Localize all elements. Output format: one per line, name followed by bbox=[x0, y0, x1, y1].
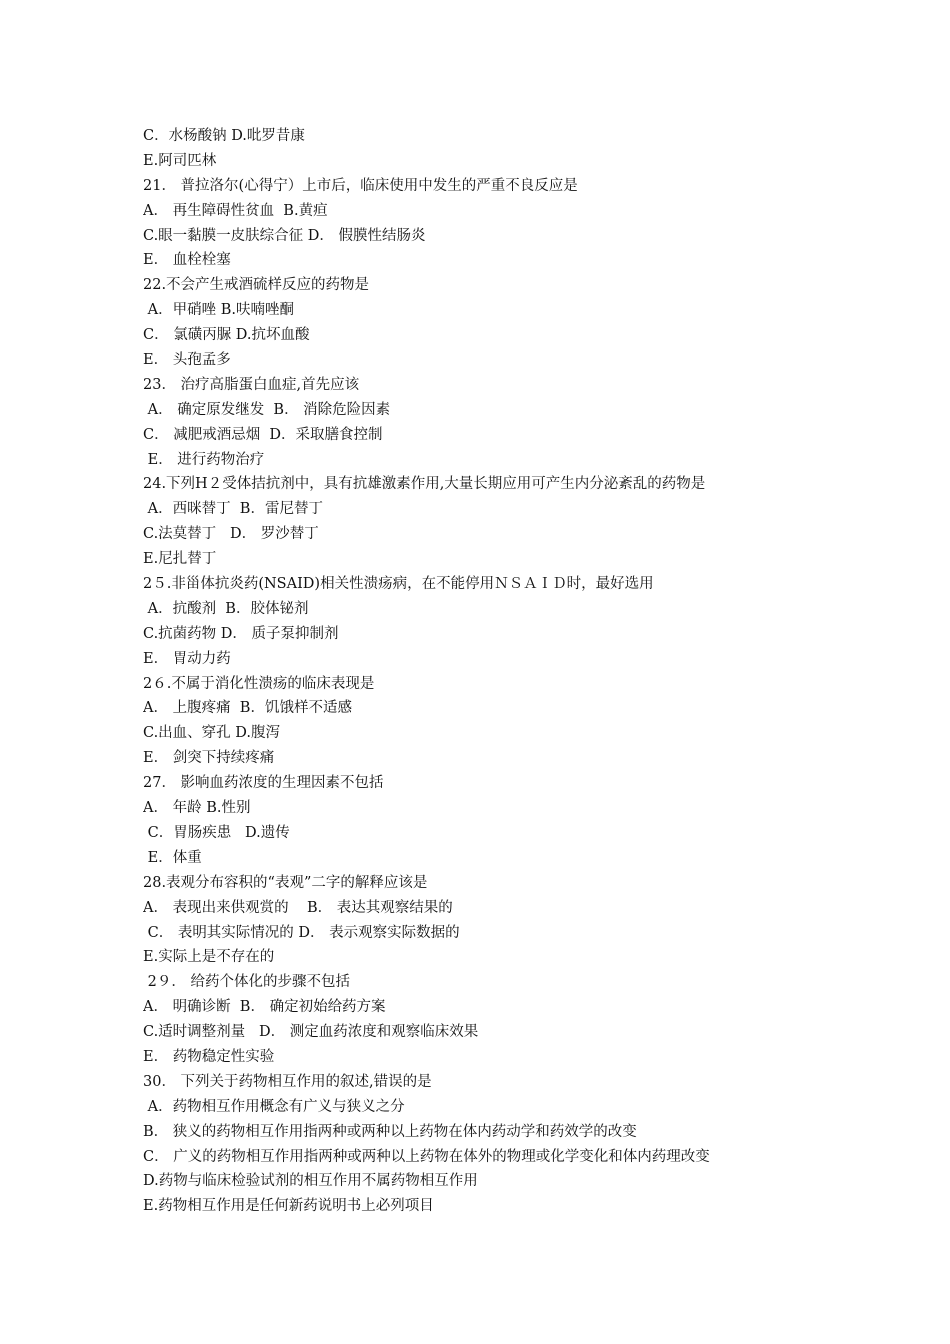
text-line: E．体重 bbox=[143, 849, 202, 866]
text-line: A． 年龄 B.性别 bbox=[143, 800, 251, 817]
text-line: E． 胃动力药 bbox=[143, 650, 231, 667]
text-line: A．西咪替丁 B．雷尼替丁 bbox=[143, 501, 323, 518]
text-line: E.实际上是不存在的 bbox=[143, 949, 275, 966]
text-line: A．甲硝唑 B.呋喃唑酮 bbox=[143, 302, 294, 319]
text-line: 2９． 给药个体化的步骤不包括 bbox=[143, 974, 350, 991]
text-line: C.法莫替丁 D． 罗沙替丁 bbox=[143, 526, 319, 543]
text-line: A． 表现出来供观赏的 B． 表达其观察结果的 bbox=[143, 899, 453, 916]
text-line: C． 广义的药物相互作用指两种或两种以上药物在体外的物理或化学变化和体内药理改变 bbox=[143, 1148, 710, 1165]
text-line: C． 减肥戒酒忌烟 D．采取膳食控制 bbox=[143, 426, 383, 443]
text-line: D.药物与临床检验试剂的相互作用不属药物相互作用 bbox=[143, 1173, 478, 1190]
text-line: A．抗酸剂 B．胶体铋剂 bbox=[143, 600, 309, 617]
text-line: E． 药物稳定性实验 bbox=[143, 1048, 275, 1065]
text-line: A．药物相互作用概念有广义与狭义之分 bbox=[143, 1098, 405, 1115]
text-line: 30． 下列关于药物相互作用的叙述,错误的是 bbox=[143, 1073, 432, 1090]
text-line: 2５.非甾体抗炎药(NSAID)相关性溃疡病，在不能停用ＮＳＡＩＤ时，最好选用 bbox=[143, 576, 654, 593]
text-line: 24.下列H２受体拮抗剂中，具有抗雄激素作用,大量长期应用可产生内分泌紊乱的药物是 bbox=[143, 476, 706, 493]
text-line: 2６.不属于消化性溃疡的临床表现是 bbox=[143, 675, 375, 692]
text-line: 22.不会产生戒酒硫样反应的药物是 bbox=[143, 277, 370, 294]
text-line: E.药物相互作用是任何新药说明书上必列项目 bbox=[143, 1198, 434, 1215]
text-line: A． 明确诊断 B． 确定初始给药方案 bbox=[143, 999, 386, 1016]
text-line: C.出血、穿孔 D.腹泻 bbox=[143, 725, 281, 742]
text-line: C.抗菌药物 D． 质子泵抑制剂 bbox=[143, 625, 339, 642]
text-line: E． 血栓栓塞 bbox=[143, 252, 231, 269]
text-line: C.眼一黏膜一皮肤综合征 D． 假膜性结肠炎 bbox=[143, 227, 426, 244]
question-text-block bbox=[143, 124, 843, 1219]
text-line: A． 确定原发继发 B． 消除危险因素 bbox=[143, 401, 391, 418]
text-line: 28.表观分布容积的“表观”二字的解释应该是 bbox=[143, 874, 428, 891]
text-line: 21． 普拉洛尔(心得宁）上市后，临床使用中发生的严重不良反应是 bbox=[143, 177, 578, 194]
text-line: E． 剑突下持续疼痛 bbox=[143, 750, 275, 767]
text-line: E． 进行药物治疗 bbox=[143, 451, 265, 468]
text-line: 23． 治疗高脂蛋白血症,首先应该 bbox=[143, 376, 360, 393]
text-line: C． 表明其实际情况的 D． 表示观察实际数据的 bbox=[143, 924, 460, 941]
text-line: C．胃肠疾患 D.遗传 bbox=[143, 824, 290, 841]
text-line: C． 氯磺丙脲 D.抗坏血酸 bbox=[143, 327, 310, 344]
text-line: A． 上腹疼痛 B．饥饿样不适感 bbox=[143, 700, 352, 717]
text-line: E.尼扎替丁 bbox=[143, 551, 217, 568]
text-line: E.阿司匹林 bbox=[143, 152, 217, 169]
text-line: E． 头孢孟多 bbox=[143, 352, 231, 369]
text-line: C．水杨酸钠 D.吡罗昔康 bbox=[143, 128, 305, 144]
text-line: B． 狭义的药物相互作用指两种或两种以上药物在体内药动学和药效学的改变 bbox=[143, 1123, 637, 1140]
text-line: 27． 影响血药浓度的生理因素不包括 bbox=[143, 775, 384, 792]
text-line: A． 再生障碍性贫血 B.黄疸 bbox=[143, 202, 328, 219]
text-line: C.适时调整剂量 D． 测定血药浓度和观察临床效果 bbox=[143, 1024, 479, 1041]
